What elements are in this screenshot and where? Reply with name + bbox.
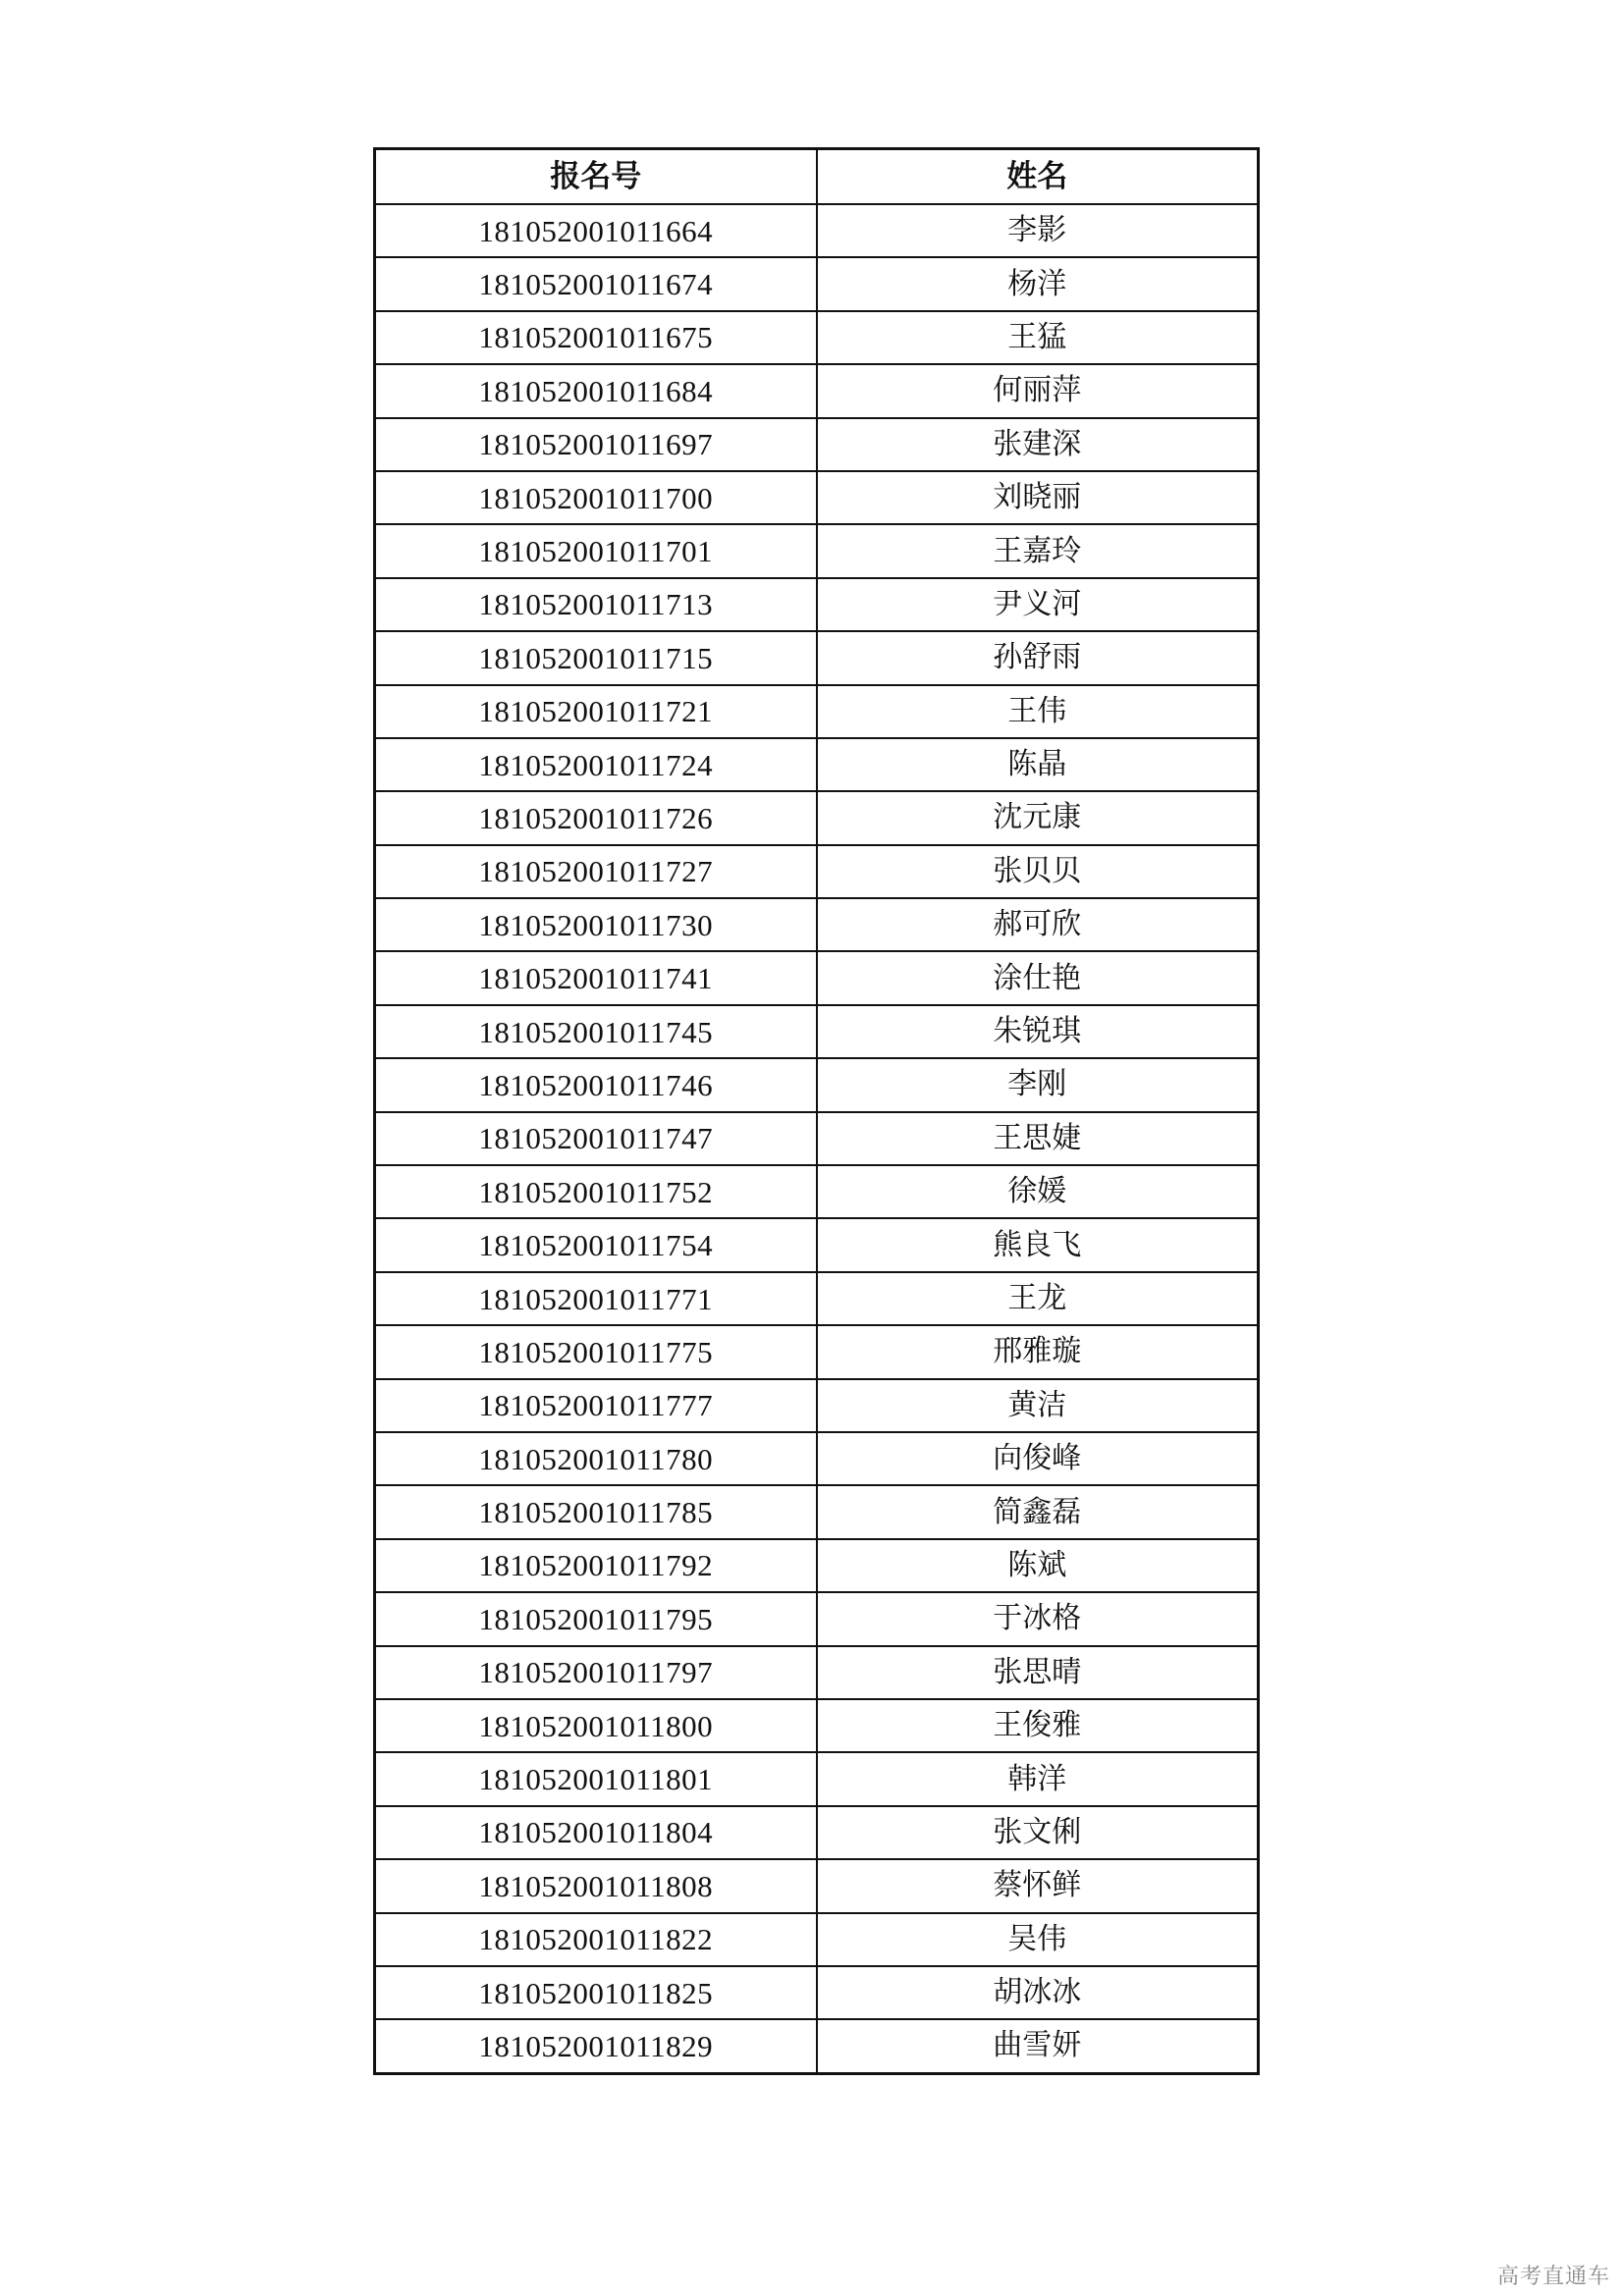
name-cell: 沈元康 [817, 791, 1259, 844]
table-row [375, 1005, 1259, 1058]
table-row [375, 1165, 1259, 1218]
name-cell: 孙舒雨 [817, 631, 1259, 684]
table-row [375, 204, 1259, 257]
table-row [375, 471, 1259, 524]
table-row [375, 1806, 1259, 1859]
table-row [375, 1699, 1259, 1752]
registration-number-cell: 181052001011804 [375, 1806, 817, 1859]
name-cell: 王嘉玲 [817, 524, 1259, 577]
registration-number-cell: 181052001011808 [375, 1859, 817, 1912]
registration-number-cell: 181052001011792 [375, 1539, 817, 1592]
name-cell: 张贝贝 [817, 845, 1259, 898]
table-row [375, 364, 1259, 417]
registration-number-cell: 181052001011785 [375, 1485, 817, 1538]
registration-number-cell: 181052001011675 [375, 311, 817, 364]
table-row [375, 1592, 1259, 1645]
table-row [375, 2019, 1259, 2073]
registration-number-cell: 181052001011697 [375, 418, 817, 471]
table-row [375, 1646, 1259, 1699]
table-row [375, 1058, 1259, 1111]
table-header-row [375, 149, 1259, 205]
registration-number-cell: 181052001011746 [375, 1058, 817, 1111]
registration-number-cell: 181052001011721 [375, 685, 817, 738]
registration-number-cell: 181052001011726 [375, 791, 817, 844]
table-row [375, 685, 1259, 738]
registration-number-cell: 181052001011700 [375, 471, 817, 524]
table-row [375, 898, 1259, 951]
name-cell: 王思婕 [817, 1112, 1259, 1165]
name-cell: 胡冰冰 [817, 1966, 1259, 2019]
registration-number-cell: 181052001011800 [375, 1699, 817, 1752]
header-name: 姓名 [817, 149, 1259, 205]
name-cell: 曲雪妍 [817, 2019, 1259, 2073]
header-registration-number: 报名号 [375, 149, 817, 205]
table-row [375, 1272, 1259, 1325]
registration-number-cell: 181052001011730 [375, 898, 817, 951]
registration-number-cell: 181052001011822 [375, 1913, 817, 1966]
name-cell: 何丽萍 [817, 364, 1259, 417]
name-cell: 尹义河 [817, 578, 1259, 631]
table-row [375, 1112, 1259, 1165]
table-row [375, 1432, 1259, 1485]
registration-number-cell: 181052001011825 [375, 1966, 817, 2019]
registration-number-cell: 181052001011780 [375, 1432, 817, 1485]
registration-number-cell: 181052001011797 [375, 1646, 817, 1699]
table-row [375, 311, 1259, 364]
table-row [375, 791, 1259, 844]
table-row [375, 738, 1259, 791]
registration-number-cell: 181052001011801 [375, 1752, 817, 1805]
registration-number-cell: 181052001011745 [375, 1005, 817, 1058]
name-cell: 王猛 [817, 311, 1259, 364]
name-cell: 涂仕艳 [817, 951, 1259, 1004]
table-row [375, 1539, 1259, 1592]
table-row [375, 578, 1259, 631]
name-cell: 韩洋 [817, 1752, 1259, 1805]
registration-number-cell: 181052001011741 [375, 951, 817, 1004]
name-cell: 于冰格 [817, 1592, 1259, 1645]
table-row [375, 1379, 1259, 1432]
registration-number-cell: 181052001011684 [375, 364, 817, 417]
table-row [375, 1966, 1259, 2019]
registration-number-cell: 181052001011754 [375, 1218, 817, 1271]
name-cell: 杨洋 [817, 257, 1259, 310]
name-cell: 向俊峰 [817, 1432, 1259, 1485]
name-cell: 张文俐 [817, 1806, 1259, 1859]
registration-number-cell: 181052001011674 [375, 257, 817, 310]
name-cell: 郝可欣 [817, 898, 1259, 951]
table-row [375, 1485, 1259, 1538]
name-cell: 徐媛 [817, 1165, 1259, 1218]
table-row [375, 631, 1259, 684]
name-cell: 简鑫磊 [817, 1485, 1259, 1538]
registration-number-cell: 181052001011747 [375, 1112, 817, 1165]
name-cell: 蔡怀鲜 [817, 1859, 1259, 1912]
table-row [375, 1218, 1259, 1271]
table-row [375, 524, 1259, 577]
name-cell: 陈斌 [817, 1539, 1259, 1592]
registration-number-cell: 181052001011724 [375, 738, 817, 791]
table-body [375, 204, 1259, 2073]
registration-number-cell: 181052001011664 [375, 204, 817, 257]
name-cell: 刘晓丽 [817, 471, 1259, 524]
registration-number-cell: 181052001011752 [375, 1165, 817, 1218]
name-cell: 熊良飞 [817, 1218, 1259, 1271]
roster-table [373, 147, 1260, 2075]
name-cell: 王俊雅 [817, 1699, 1259, 1752]
table-row [375, 845, 1259, 898]
name-cell: 王伟 [817, 685, 1259, 738]
table-row [375, 1859, 1259, 1912]
name-cell: 朱锐琪 [817, 1005, 1259, 1058]
table-row [375, 1913, 1259, 1966]
registration-number-cell: 181052001011713 [375, 578, 817, 631]
registration-number-cell: 181052001011701 [375, 524, 817, 577]
registration-number-cell: 181052001011795 [375, 1592, 817, 1645]
name-cell: 王龙 [817, 1272, 1259, 1325]
name-cell: 陈晶 [817, 738, 1259, 791]
name-cell: 张思晴 [817, 1646, 1259, 1699]
name-cell: 张建深 [817, 418, 1259, 471]
name-cell: 李刚 [817, 1058, 1259, 1111]
registration-number-cell: 181052001011715 [375, 631, 817, 684]
table-row [375, 1752, 1259, 1805]
name-cell: 邢雅璇 [817, 1325, 1259, 1378]
registration-number-cell: 181052001011777 [375, 1379, 817, 1432]
registration-number-cell: 181052001011829 [375, 2019, 817, 2073]
name-cell: 黄洁 [817, 1379, 1259, 1432]
registration-number-cell: 181052001011727 [375, 845, 817, 898]
table-row [375, 418, 1259, 471]
table-row [375, 1325, 1259, 1378]
table-row [375, 951, 1259, 1004]
watermark-text: 高考直通车 [1496, 2265, 1610, 2289]
table-row [375, 257, 1259, 310]
name-cell: 吴伟 [817, 1913, 1259, 1966]
name-cell: 李影 [817, 204, 1259, 257]
registration-number-cell: 181052001011771 [375, 1272, 817, 1325]
registration-number-cell: 181052001011775 [375, 1325, 817, 1378]
